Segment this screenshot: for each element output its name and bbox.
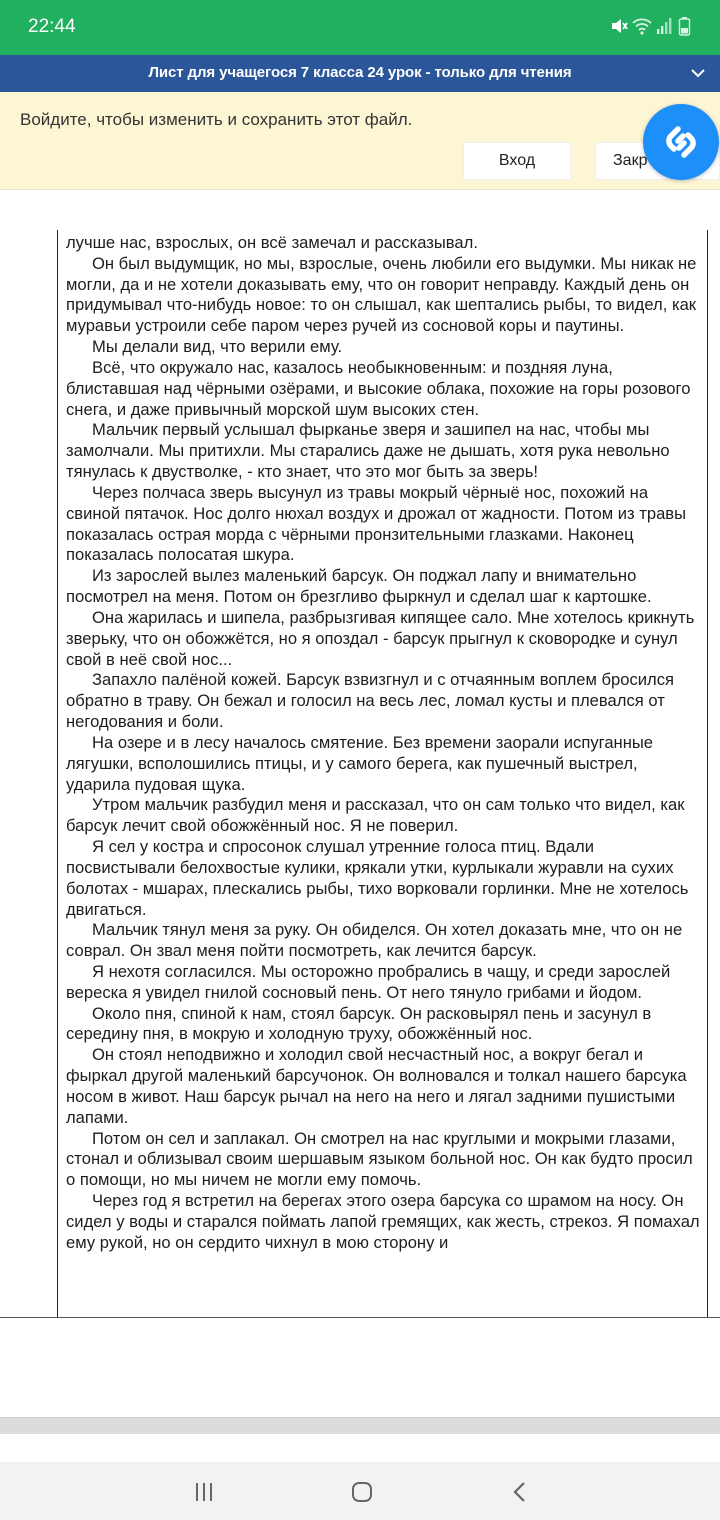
page-border-left bbox=[57, 230, 58, 1318]
recent-apps-icon[interactable] bbox=[192, 1480, 216, 1504]
status-time: 22:44 bbox=[28, 16, 76, 37]
paragraph: Мальчик первый услышал фырканье зверя и зашипел на нас, чтобы мы замолчали. Мы притихли. Мы старались даже не дышать, хотя рука невольно тянулась к двустволке, - кто знает, что это мог быть за зверь! bbox=[66, 420, 670, 482]
mute-icon bbox=[610, 16, 628, 36]
signin-button[interactable]: Вход bbox=[463, 142, 571, 180]
paragraph: Мальчик тянул меня за руку. Он обиделся. Он хотел доказать мне, что он не соврал. Он звал меня пойти посмотреть, как лечится барсук. bbox=[66, 920, 683, 961]
paragraph: лучше нас, взрослых, он всё замечал и рассказывал. bbox=[66, 233, 478, 252]
paragraph: Она жарилась и шипела, разбрызгивая кипящее сало. Мне хотелось крикнуть зверьку, что он обожжётся, но я опоздал - барсук прыгнул к сковородке и сунул свой в неё свой нос... bbox=[66, 607, 695, 669]
paragraph: На озере и в лесу началось смятение. Без времени заорали испуганные лягушки, всполошились птицы, и у самого берега, как пушечный выстрел, ударила пудовая щука. bbox=[66, 732, 654, 794]
chevron-down-icon[interactable] bbox=[690, 65, 706, 81]
paragraph: Из зарослей вылез маленький барсук. Он поджал лапу и внимательно посмотрел на меня. Потом он брезгливо фыркнул и сделал шаг к картошке. bbox=[66, 566, 652, 607]
paragraph: Через полчаса зверь высунул из травы мокрый чёрныё нос, похожий на свиной пятачок. Нос долго нюхал воздух и дрожал от жадности. Потом из травы показалась острая морда с чёрными пронзительными глазками. Наконец показалась полосатая шкура. bbox=[66, 482, 687, 565]
back-icon[interactable] bbox=[508, 1480, 532, 1504]
paragraph: Запахло палёной кожей. Барсук взвизгнул и с отчаянным воплем бросился обратно в траву. Он бежал и голосил на весь лес, ломал кусты и плевался от негодования и боли. bbox=[66, 670, 675, 732]
shazam-floating-button[interactable] bbox=[643, 104, 719, 180]
system-navigation-bar bbox=[0, 1462, 720, 1520]
paragraph: Через год я встретил на берегах этого озера барсука со шрамом на носу. Он сидел у воды и старался поймать лапой гремящих, как жесть, стрекоз. Я помахал ему рукой, но он сердито чихнул в мою сторону и bbox=[66, 1191, 700, 1252]
paragraph: Всё, что окружало нас, казалось необыкновенным: и поздняя луна, блиставшая над чёрными озёрами, и высокие облака, похожие на горы розового снега, и даже привычный морской шум высоких стен. bbox=[66, 357, 691, 419]
shazam-icon bbox=[657, 118, 705, 166]
page-border-right bbox=[707, 230, 708, 1318]
paragraph: Он был выдумщик, но мы, взрослые, очень любили его выдумки. Мы никак не могли, да и не хотели доказывать ему, что он говорит неправду. Каждый день он придумывал что-нибудь новое: то он слышал, как шептались рыбы, то видел, как муравьи устроили себе паром через ручей из сосновой коры и паутины. bbox=[66, 253, 697, 336]
document-text bbox=[66, 233, 706, 1254]
paragraph: Я нехотя согласился. Мы осторожно пробрались в чащу, и среди зарослей вереска я увидел гнилой сосновый пень. От него тянуло грибами и йодом. bbox=[66, 961, 671, 1002]
paragraph: Мы делали вид, что верили ему. bbox=[92, 337, 343, 357]
paragraph: Утром мальчик разбудил меня и рассказал, что он сам только что видел, как барсук лечит свой обожжённый нос. Я не поверил. bbox=[66, 795, 685, 836]
document-title: Лист для учащегося 7 класса 24 урок - только для чтения bbox=[148, 64, 572, 81]
signal-icon bbox=[656, 16, 672, 36]
bottom-divider bbox=[0, 1417, 720, 1434]
signin-notice bbox=[0, 92, 720, 190]
wifi-icon bbox=[632, 16, 652, 36]
notice-message: Войдите, чтобы изменить и сохранить этот файл. bbox=[20, 110, 413, 129]
paragraph: Потом он сел и заплакал. Он смотрел на нас круглыми и мокрыми глазами, стонал и облизывал своим шершавым языком больной нос. Он как будто просил о помощи, но мы ничем не могли ему помочь. bbox=[66, 1128, 693, 1190]
status-icons bbox=[608, 16, 698, 38]
document-viewport[interactable] bbox=[0, 230, 720, 1318]
battery-icon bbox=[678, 16, 692, 36]
home-icon[interactable] bbox=[350, 1480, 374, 1504]
paragraph: Около пня, спиной к нам, стоял барсук. Он расковырял пень и засунул в середину пня, в мокрую и холодную труху, обожжённый нос. bbox=[66, 1003, 652, 1044]
document-title-bar[interactable] bbox=[0, 55, 720, 92]
paragraph: Он стоял неподвижно и холодил свой несчастный нос, а вокруг бегал и фыркал другой маленький барсучонок. Он волновался и толкал нашего барсука носом в живот. Наш барсук рычал на него на него и лягал задними пушистыми лапами. bbox=[66, 1045, 687, 1127]
close-button[interactable]: Закр bbox=[595, 142, 720, 180]
status-bar bbox=[0, 0, 720, 55]
paragraph: Я сел у костра и спросонок слушал утренние голоса птиц. Вдали посвистывали белохвостые кулики, крякали утки, курлыкали журавли на сухих болотах - мшарах, плескались рыбы, тихо ворковали горлинки. Мне не хотелось двигаться. bbox=[66, 837, 689, 919]
